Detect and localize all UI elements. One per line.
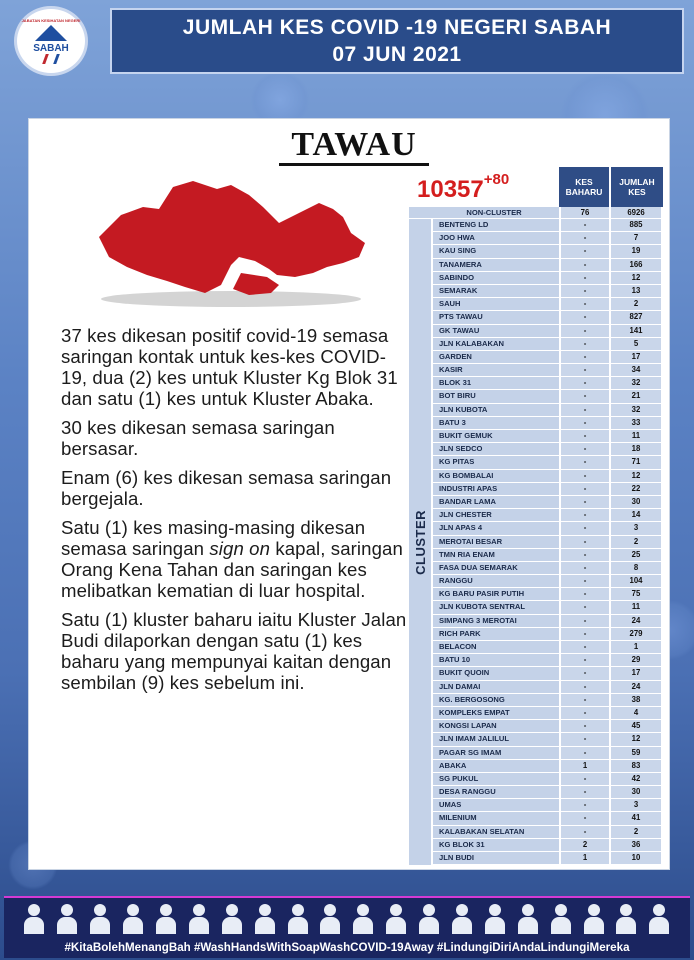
summary-text	[61, 325, 411, 701]
table-row	[409, 654, 663, 667]
row-new-cases: -	[559, 720, 609, 732]
row-total-cases: 45	[609, 720, 661, 732]
row-total-cases: 30	[609, 786, 661, 798]
row-name: JLN CHESTER	[409, 509, 559, 521]
row-name: PAGAR SG IMAM	[409, 747, 559, 759]
summary-paragraph: 37 kes dikesan positif covid-19 semasa saringan kontak untuk kes-kes COVID-19, dua (2) kes untuk Kluster Kg Blok 31 dan satu (1) kes untuk Kluster Abaka.	[61, 325, 398, 409]
row-new-cases: -	[559, 285, 609, 297]
row-total-cases: 1	[609, 641, 661, 653]
row-name: UMAS	[409, 799, 559, 811]
row-name: JLN BUDI	[409, 852, 559, 864]
row-name: KONGSI LAPAN	[409, 720, 559, 732]
row-new-cases: -	[559, 588, 609, 600]
row-name: BUKIT QUOIN	[409, 667, 559, 679]
row-name: BOT BIRU	[409, 390, 559, 402]
row-name: JLN KUBOTA	[409, 404, 559, 416]
row-total-cases: 14	[609, 509, 661, 521]
row-new-cases: -	[559, 430, 609, 442]
table-row	[409, 417, 663, 430]
row-name: ABAKA	[409, 760, 559, 772]
row-total-cases: 38	[609, 694, 661, 706]
row-new-cases: -	[559, 536, 609, 548]
table-row	[409, 536, 663, 549]
table-row	[409, 588, 663, 601]
row-total-cases: 4	[609, 707, 661, 719]
report-date: 07 JUN 2021	[332, 43, 462, 66]
row-total-cases: 21	[609, 390, 661, 402]
row-name: RICH PARK	[409, 628, 559, 640]
logo-caption: JABATAN KESIHATAN NEGERI	[21, 18, 81, 23]
table-row	[409, 272, 663, 285]
row-total-cases: 25	[609, 549, 661, 561]
frontliner-icon	[122, 904, 144, 934]
row-new-cases: -	[559, 377, 609, 389]
row-name: JLN SEDCO	[409, 443, 559, 455]
table-row	[409, 799, 663, 812]
row-name: BELACON	[409, 641, 559, 653]
row-total-cases: 83	[609, 760, 661, 772]
row-name: KG BOMBALAI	[409, 470, 559, 482]
row-total-cases: 12	[609, 470, 661, 482]
row-total-cases: 24	[609, 681, 661, 693]
row-new-cases: -	[559, 351, 609, 363]
table-row	[409, 747, 663, 760]
row-new-cases: -	[559, 747, 609, 759]
table-row	[409, 522, 663, 535]
table-row	[409, 470, 663, 483]
cluster-label-text: CLUSTER	[412, 509, 428, 575]
row-name: JLN APAS 4	[409, 522, 559, 534]
summary-paragraph	[61, 517, 411, 601]
row-total-cases: 22	[609, 483, 661, 495]
frontliner-icon	[221, 904, 243, 934]
row-new-cases: -	[559, 325, 609, 337]
logo-name: SABAH	[33, 43, 69, 54]
row-name: KG BARU PASIR PUTIH	[409, 588, 559, 600]
summary-paragraph: Satu (1) kluster baharu iaitu Kluster Jalan Budi dilaporkan dengan satu (1) kes baharu yang mempunyai kaitan dengan sembilan (9) kes sebelum ini.	[61, 609, 407, 693]
row-new-cases: -	[559, 522, 609, 534]
row-new-cases: -	[559, 483, 609, 495]
row-new-cases: -	[559, 496, 609, 508]
row-name: JOO HWA	[409, 232, 559, 244]
row-new-cases: -	[559, 654, 609, 666]
row-total-cases: 166	[609, 259, 661, 271]
table-row	[409, 601, 663, 614]
row-total-cases: 3	[609, 799, 661, 811]
row-new-cases: -	[559, 509, 609, 521]
frontliner-icon	[56, 904, 78, 934]
row-name: NON-CLUSTER	[409, 207, 559, 218]
row-total-cases: 42	[609, 773, 661, 785]
frontliner-icon	[451, 904, 473, 934]
row-name: INDUSTRI APAS	[409, 483, 559, 495]
row-total-cases: 71	[609, 456, 661, 468]
summary-text-part: Satu (1) kes masing-masing dikesan semasa saringan	[61, 517, 366, 559]
row-new-cases: -	[559, 272, 609, 284]
row-name: GARDEN	[409, 351, 559, 363]
table-row	[409, 351, 663, 364]
row-total-cases: 36	[609, 839, 661, 851]
table-row	[409, 773, 663, 786]
row-total-cases: 12	[609, 272, 661, 284]
row-total-cases: 18	[609, 443, 661, 455]
district-panel	[28, 118, 670, 870]
table-row	[409, 615, 663, 628]
row-name: SIMPANG 3 MEROTAI	[409, 615, 559, 627]
cluster-side-label	[409, 219, 433, 865]
row-name: BATU 3	[409, 417, 559, 429]
row-total-cases: 19	[609, 245, 661, 257]
table-row	[409, 232, 663, 245]
row-name: SAUH	[409, 298, 559, 310]
row-new-cases: -	[559, 667, 609, 679]
frontliner-icon	[418, 904, 440, 934]
frontliner-icon	[287, 904, 309, 934]
row-total-cases: 104	[609, 575, 661, 587]
row-name: RANGGU	[409, 575, 559, 587]
table-row	[409, 245, 663, 258]
row-name: BENTENG LD	[409, 219, 559, 231]
row-new-cases: 1	[559, 852, 609, 864]
summary-paragraph: Enam (6) kes dikesan semasa saringan bergejala.	[61, 467, 392, 509]
row-name: SEMARAK	[409, 285, 559, 297]
table-row	[409, 338, 663, 351]
row-new-cases: -	[559, 404, 609, 416]
row-new-cases: -	[559, 549, 609, 561]
row-name: BANDAR LAMA	[409, 496, 559, 508]
row-new-cases: -	[559, 601, 609, 613]
row-new-cases: -	[559, 232, 609, 244]
frontliner-icon	[254, 904, 276, 934]
row-new-cases: -	[559, 786, 609, 798]
table-row	[409, 377, 663, 390]
row-name: SG PUKUL	[409, 773, 559, 785]
footer-banner	[4, 896, 690, 958]
row-total-cases: 41	[609, 812, 661, 824]
row-name: KG PITAS	[409, 456, 559, 468]
table-row	[409, 259, 663, 272]
row-name: BATU 10	[409, 654, 559, 666]
row-total-cases: 279	[609, 628, 661, 640]
row-new-cases: 1	[559, 760, 609, 772]
table-row	[409, 694, 663, 707]
row-new-cases: -	[559, 298, 609, 310]
table-row	[409, 681, 663, 694]
row-new-cases: -	[559, 338, 609, 350]
row-total-cases: 75	[609, 588, 661, 600]
row-new-cases: -	[559, 245, 609, 257]
row-name: BUKIT GEMUK	[409, 430, 559, 442]
row-total-cases: 8	[609, 562, 661, 574]
row-new-cases: -	[559, 826, 609, 838]
frontliner-figures	[4, 898, 690, 934]
table-row	[409, 390, 663, 403]
row-name: KASIR	[409, 364, 559, 376]
row-new-cases: -	[559, 575, 609, 587]
row-total-cases: 32	[609, 377, 661, 389]
table-row	[409, 575, 663, 588]
table-row	[409, 443, 663, 456]
frontliner-icon	[517, 904, 539, 934]
row-total-cases: 2	[609, 826, 661, 838]
table-row	[409, 219, 663, 232]
footer-hashtags: #KitaBolehMenangBah #WashHandsWithSoapWashCOVID-19Away #LindungiDiriAndaLindungiMereka	[64, 941, 630, 954]
new-cases-value: +80	[483, 171, 510, 188]
table-row	[409, 760, 663, 773]
row-new-cases: -	[559, 615, 609, 627]
table-row	[409, 641, 663, 654]
table-row	[409, 298, 663, 311]
row-name: KG BLOK 31	[409, 839, 559, 851]
row-new-cases: -	[559, 812, 609, 824]
row-total-cases: 5	[609, 338, 661, 350]
row-total-cases: 6926	[609, 207, 661, 218]
row-new-cases: -	[559, 390, 609, 402]
row-new-cases: -	[559, 443, 609, 455]
row-total-cases: 141	[609, 325, 661, 337]
frontliner-icon	[89, 904, 111, 934]
frontliner-icon	[550, 904, 572, 934]
health-department-logo	[14, 6, 88, 76]
column-header-total-cases: JUMLAH KES	[611, 167, 663, 207]
table-row	[409, 404, 663, 417]
table-row-non-cluster	[409, 207, 663, 219]
table-row	[409, 509, 663, 522]
table-row	[409, 628, 663, 641]
frontliner-icon	[484, 904, 506, 934]
cluster-group	[409, 219, 663, 865]
row-new-cases: -	[559, 311, 609, 323]
table-row	[409, 325, 663, 338]
row-total-cases: 2	[609, 536, 661, 548]
row-total-cases: 17	[609, 351, 661, 363]
frontliner-icon	[583, 904, 605, 934]
row-total-cases: 885	[609, 219, 661, 231]
row-new-cases: -	[559, 219, 609, 231]
row-name: JLN DAMAI	[409, 681, 559, 693]
row-new-cases: -	[559, 733, 609, 745]
column-header-new-cases: KES BAHARU	[559, 167, 609, 207]
logo-stripe-icon	[42, 54, 60, 64]
row-total-cases: 7	[609, 232, 661, 244]
row-name: MILENIUM	[409, 812, 559, 824]
total-value: 10357	[417, 176, 484, 203]
row-name: KAU SING	[409, 245, 559, 257]
row-new-cases: -	[559, 259, 609, 271]
total-cases	[417, 171, 510, 204]
table-row	[409, 839, 663, 852]
row-new-cases: -	[559, 681, 609, 693]
row-total-cases: 32	[609, 404, 661, 416]
row-new-cases: -	[559, 562, 609, 574]
row-total-cases: 3	[609, 522, 661, 534]
mountain-icon	[31, 23, 71, 43]
page-header	[110, 8, 684, 74]
row-total-cases: 24	[609, 615, 661, 627]
row-total-cases: 17	[609, 667, 661, 679]
table-row	[409, 826, 663, 839]
table-row	[409, 549, 663, 562]
row-name: MEROTAI BESAR	[409, 536, 559, 548]
row-new-cases: -	[559, 628, 609, 640]
district-title: TAWAU	[279, 127, 429, 166]
row-new-cases: -	[559, 773, 609, 785]
frontliner-icon	[155, 904, 177, 934]
row-total-cases: 33	[609, 417, 661, 429]
row-name: PTS TAWAU	[409, 311, 559, 323]
row-total-cases: 2	[609, 298, 661, 310]
cluster-table	[409, 207, 663, 865]
row-new-cases: 2	[559, 839, 609, 851]
table-row	[409, 483, 663, 496]
summary-italic-text: sign on	[209, 538, 271, 559]
table-row	[409, 707, 663, 720]
row-new-cases: -	[559, 694, 609, 706]
table-row	[409, 456, 663, 469]
frontliner-icon	[23, 904, 45, 934]
frontliner-icon	[648, 904, 670, 934]
table-row	[409, 430, 663, 443]
summary-text-part: kapal, saringan Orang Kena Tahan dan saringan kes melibatkan kematian di luar hospital.	[61, 538, 403, 601]
row-name: DESA RANGGU	[409, 786, 559, 798]
tawau-map-icon	[81, 177, 381, 313]
table-row	[409, 812, 663, 825]
row-new-cases: 76	[559, 207, 609, 218]
row-new-cases: -	[559, 364, 609, 376]
row-total-cases: 30	[609, 496, 661, 508]
row-new-cases: -	[559, 470, 609, 482]
row-name: JLN IMAM JALILUL	[409, 733, 559, 745]
row-total-cases: 11	[609, 430, 661, 442]
row-name: TMN RIA ENAM	[409, 549, 559, 561]
table-row	[409, 667, 663, 680]
row-new-cases: -	[559, 417, 609, 429]
frontliner-icon	[352, 904, 374, 934]
table-row	[409, 786, 663, 799]
row-new-cases: -	[559, 707, 609, 719]
row-name: JLN KUBOTA SENTRAL	[409, 601, 559, 613]
table-row	[409, 852, 663, 865]
row-total-cases: 12	[609, 733, 661, 745]
row-new-cases: -	[559, 456, 609, 468]
table-row	[409, 733, 663, 746]
row-name: JLN KALABAKAN	[409, 338, 559, 350]
table-row	[409, 720, 663, 733]
frontliner-icon	[385, 904, 407, 934]
frontliner-icon	[319, 904, 341, 934]
row-name: KG. BERGOSONG	[409, 694, 559, 706]
row-name: KALABAKAN SELATAN	[409, 826, 559, 838]
table-row	[409, 562, 663, 575]
row-total-cases: 34	[609, 364, 661, 376]
frontliner-icon	[615, 904, 637, 934]
frontliner-icon	[188, 904, 210, 934]
row-total-cases: 827	[609, 311, 661, 323]
table-row	[409, 364, 663, 377]
row-total-cases: 59	[609, 747, 661, 759]
row-name: KOMPLEKS EMPAT	[409, 707, 559, 719]
table-row	[409, 496, 663, 509]
row-name: TANAMERA	[409, 259, 559, 271]
row-name: GK TAWAU	[409, 325, 559, 337]
row-total-cases: 13	[609, 285, 661, 297]
row-total-cases: 29	[609, 654, 661, 666]
row-total-cases: 10	[609, 852, 661, 864]
row-name: SABINDO	[409, 272, 559, 284]
row-new-cases: -	[559, 799, 609, 811]
row-total-cases: 11	[609, 601, 661, 613]
table-row	[409, 285, 663, 298]
page-title: JUMLAH KES COVID -19 NEGERI SABAH	[182, 16, 612, 39]
summary-paragraph: 30 kes dikesan semasa saringan bersasar.	[61, 417, 335, 459]
row-new-cases: -	[559, 641, 609, 653]
row-name: BLOK 31	[409, 377, 559, 389]
row-name: FASA DUA SEMARAK	[409, 562, 559, 574]
table-row	[409, 311, 663, 324]
